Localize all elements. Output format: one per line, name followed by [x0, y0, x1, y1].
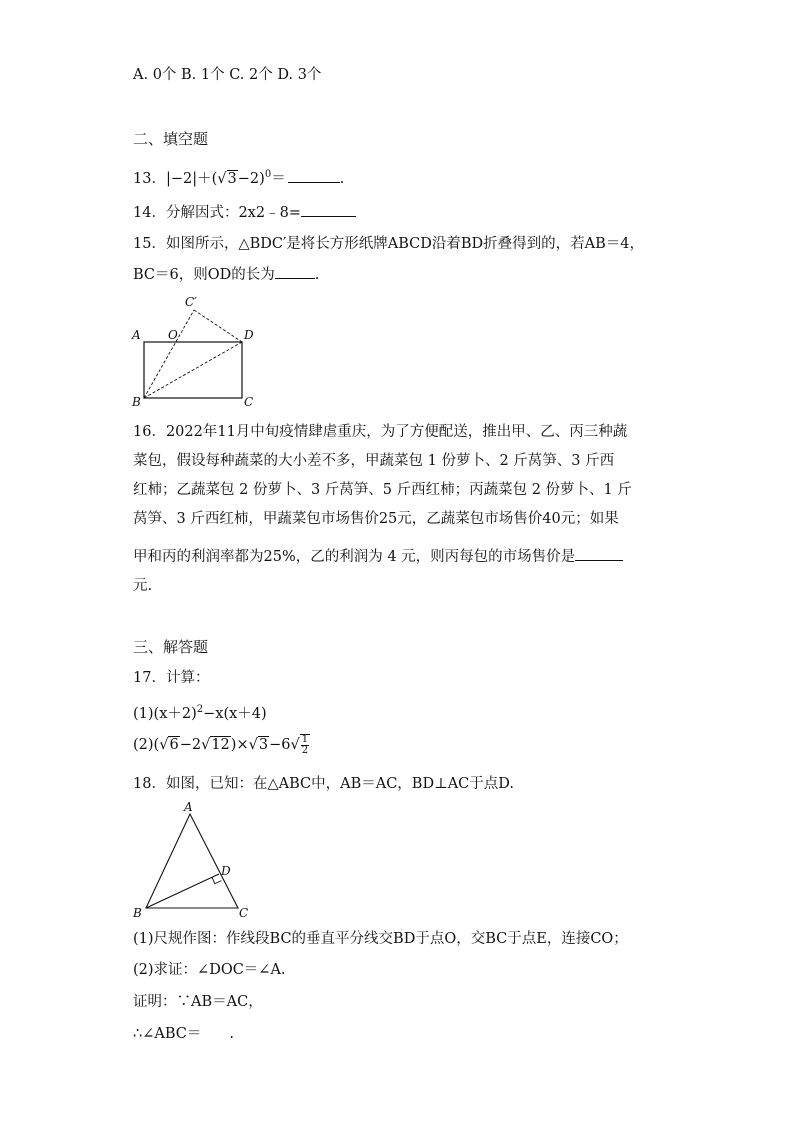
- question-17-part-2: [133, 734, 310, 756]
- q17-p2-frac-den: 2: [301, 745, 309, 756]
- question-18-title: 18．如图，已知：在△ABC中，AB＝AC，BD⊥AC于点D.: [133, 776, 514, 792]
- label-b: B: [133, 906, 142, 920]
- question-17-title: 17．计算：: [133, 670, 210, 686]
- section-title-solutions: 三、解答题: [133, 638, 209, 656]
- label-d: D: [244, 328, 254, 342]
- question-16-line-3: 红柿；乙蔬菜包 2 份萝卜、3 斤莴笋、5 斤西红柿；丙蔬菜包 2 份萝卜、1 斤: [133, 482, 632, 498]
- question-14: [133, 202, 356, 223]
- question-16-line-4: 莴笋、3 斤西红柿，甲蔬菜包市场售价25元，乙蔬菜包市场售价40元；如果: [133, 511, 619, 527]
- q13-open: (: [211, 170, 218, 187]
- diagonal-bd: [144, 342, 242, 398]
- q17-p2-mid: −2: [179, 737, 202, 753]
- question-16-line-2: 菜包，假设每种蔬菜的大小差不多，甲蔬菜包 1 份萝卜、2 斤莴笋、3 斤西: [133, 453, 615, 469]
- q17-p2-sqrt-symbol-2: √: [201, 737, 211, 753]
- q13-radicand: 3: [227, 170, 237, 187]
- q15-line2-text: BC＝6，则OD的长为: [133, 267, 275, 283]
- label-o: O: [168, 328, 178, 342]
- q13-number: 13．: [133, 170, 166, 187]
- q17-p2-radicand-1: 6: [169, 737, 179, 753]
- right-angle-mark: [212, 877, 221, 883]
- figure-15-rectangle-fold: [128, 292, 263, 410]
- q17-p1-exponent: 2: [196, 704, 204, 715]
- q13-sqrt-symbol: √: [217, 170, 227, 187]
- label-c-prime: C′: [185, 295, 197, 309]
- question-15-line-2: BC＝6，则OD的长为 .: [133, 264, 319, 285]
- label-d: D: [221, 864, 231, 878]
- label-a: A: [184, 800, 193, 814]
- q18-proof2-end: .: [229, 1026, 234, 1042]
- question-16-line-5: [133, 546, 623, 567]
- label-a: A: [132, 328, 141, 342]
- q13-abs: |−2|＋: [165, 170, 212, 187]
- q17-p2-sqrt-symbol-3: √: [248, 737, 258, 753]
- q17-p2-fraction: [300, 734, 310, 756]
- q17-p2-sqrt-symbol-4: √: [290, 737, 300, 753]
- question-18-part-1: (1)尺规作图：作线段BC的垂直平分线交BD于点O，交BC于点E，连接CO；: [133, 931, 628, 947]
- q15-answer-blank[interactable]: [275, 264, 315, 279]
- q17-p2-radicand-2: 12: [211, 737, 230, 753]
- q17-p2-sqrt-symbol-1: √: [159, 737, 169, 753]
- q17-p2-radicand-3: 3: [258, 737, 269, 753]
- q14-answer-blank[interactable]: [301, 202, 356, 217]
- question-18-proof-2: [133, 1024, 234, 1044]
- question-18-part-2: (2)求证：∠DOC＝∠A.: [133, 962, 286, 978]
- q13-exponent: 0: [264, 169, 272, 180]
- label-c: C: [239, 906, 249, 920]
- figure-18-triangle: [128, 800, 258, 920]
- question-15-line-1: 15．如图所示，△BDC′是将长方形纸牌ABCD沿着BD折叠得到的，若AB＝4，: [133, 236, 645, 252]
- question-13: 13．$|-2|+(√3-2)^0=$ .: [133, 169, 345, 187]
- q14-text: 14．分解因式：2x2﹣8=: [133, 205, 301, 221]
- q18-proof-blank[interactable]: [201, 1024, 229, 1038]
- triangle-abc: [146, 814, 238, 908]
- q17-p1-expr: (x＋2): [153, 705, 197, 722]
- question-16-line-1: 16．2022年11月中旬疫情肆虐重庆，为了方便配送，推出甲、乙、丙三种蔬: [133, 424, 628, 440]
- q18-proof2-text: ∴∠ABC＝: [133, 1026, 202, 1042]
- q17-p2-label: (2): [133, 737, 154, 753]
- q13-equals: ＝: [271, 170, 286, 187]
- fold-c-prime-d: [194, 310, 242, 342]
- q17-p2-minus: −6: [269, 737, 291, 753]
- q17-p2-frac-num: 1: [301, 734, 309, 745]
- fold-bc-prime: [144, 310, 194, 398]
- q17-p1-rest: −x(x＋4): [203, 705, 267, 722]
- question-16-line-6: 元.: [133, 578, 153, 594]
- label-c: C: [244, 395, 254, 409]
- segment-bd: [146, 874, 219, 908]
- section-title-fill-in: 二、填空题: [133, 130, 209, 148]
- q17-p2-close: )×: [230, 737, 249, 753]
- q16-line5-text: 甲和丙的利润率都为25%，乙的利润为 4 元，则丙每包的市场售价是: [133, 549, 576, 565]
- q12-options: A. 0个 B. 1个 C. 2个 D. 3个: [133, 67, 322, 83]
- q17-p2-open: (: [153, 737, 160, 753]
- q13-minus2: −2): [237, 170, 265, 187]
- q13-answer-blank[interactable]: [288, 168, 340, 183]
- label-b: B: [132, 395, 141, 409]
- q17-p1-label: (1): [133, 705, 154, 722]
- q16-answer-blank[interactable]: [575, 546, 623, 561]
- question-18-proof-1: 证明：∵AB＝AC，: [133, 994, 263, 1010]
- question-17-part-1: [133, 700, 267, 724]
